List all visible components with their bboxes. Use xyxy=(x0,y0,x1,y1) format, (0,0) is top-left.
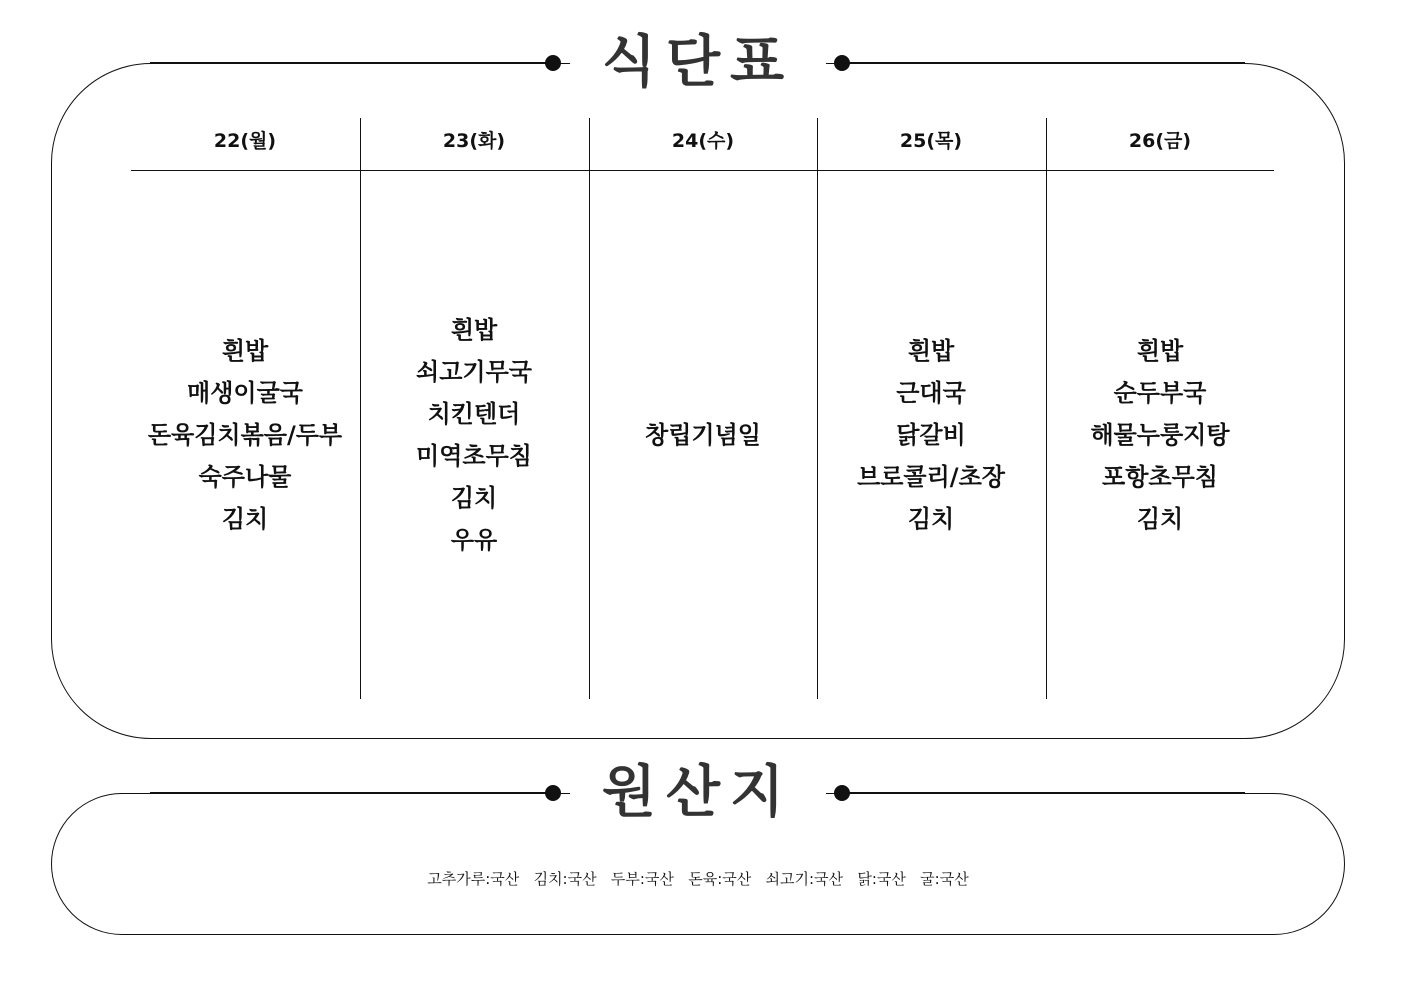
day-column-wed xyxy=(589,118,817,699)
title-rule-left xyxy=(150,792,553,794)
day-header: 23(화) xyxy=(442,130,506,152)
day-header: 26(금) xyxy=(1128,130,1192,152)
origin-title-decoration xyxy=(0,758,1403,828)
menu-item: 숙주나물 xyxy=(198,463,292,491)
day-menu-list xyxy=(131,171,359,699)
menu-item: 창립기념일 xyxy=(645,421,761,449)
day-menu-list xyxy=(589,171,817,699)
menu-item: 김치 xyxy=(450,484,498,512)
menu-item: 김치 xyxy=(907,505,955,533)
title-dot-left xyxy=(545,55,561,71)
title-dot-right xyxy=(834,55,850,71)
menu-title: 식단표 xyxy=(570,28,826,98)
title-dot-right xyxy=(834,785,850,801)
menu-item: 매생이굴국 xyxy=(187,379,303,407)
menu-item: 김치 xyxy=(1136,505,1184,533)
menu-item: 흰밥 xyxy=(221,337,269,365)
day-column-thu xyxy=(817,118,1045,699)
day-column-tue xyxy=(360,118,588,699)
day-column-mon xyxy=(131,118,359,699)
menu-item: 미역초무침 xyxy=(416,442,532,470)
menu-item: 우유 xyxy=(450,526,498,554)
menu-item: 치킨텐더 xyxy=(427,400,521,428)
menu-title-decoration xyxy=(0,28,1403,98)
day-menu-list xyxy=(817,171,1045,699)
menu-item: 닭갈비 xyxy=(896,421,966,449)
menu-table xyxy=(131,118,1274,699)
day-menu-list xyxy=(360,171,588,699)
day-header: 25(목) xyxy=(899,130,963,152)
title-dot-left xyxy=(545,785,561,801)
day-menu-list xyxy=(1046,171,1274,699)
title-rule-left xyxy=(150,62,553,64)
menu-item: 쇠고기무국 xyxy=(416,358,532,386)
menu-item: 근대국 xyxy=(896,379,966,407)
origin-title: 원산지 xyxy=(570,758,826,828)
title-rule-right xyxy=(842,792,1245,794)
day-column-fri xyxy=(1046,118,1274,699)
menu-item: 흰밥 xyxy=(450,316,498,344)
day-header: 24(수) xyxy=(671,130,735,152)
menu-item: 브로콜리/초장 xyxy=(857,463,1005,491)
title-rule-right xyxy=(842,62,1245,64)
menu-item: 흰밥 xyxy=(1136,337,1184,365)
menu-item: 포항초무침 xyxy=(1102,463,1218,491)
menu-item: 흰밥 xyxy=(907,337,955,365)
origin-info-text: 고추가루:국산 김치:국산 두부:국산 돈육:국산 쇠고기:국산 닭:국산 굴:국산 xyxy=(427,870,969,888)
menu-item: 해물누룽지탕 xyxy=(1090,421,1230,449)
menu-item: 김치 xyxy=(221,505,269,533)
menu-item: 순두부국 xyxy=(1113,379,1207,407)
menu-item: 돈육김치볶음/두부 xyxy=(147,421,343,449)
day-header: 22(월) xyxy=(213,130,277,152)
